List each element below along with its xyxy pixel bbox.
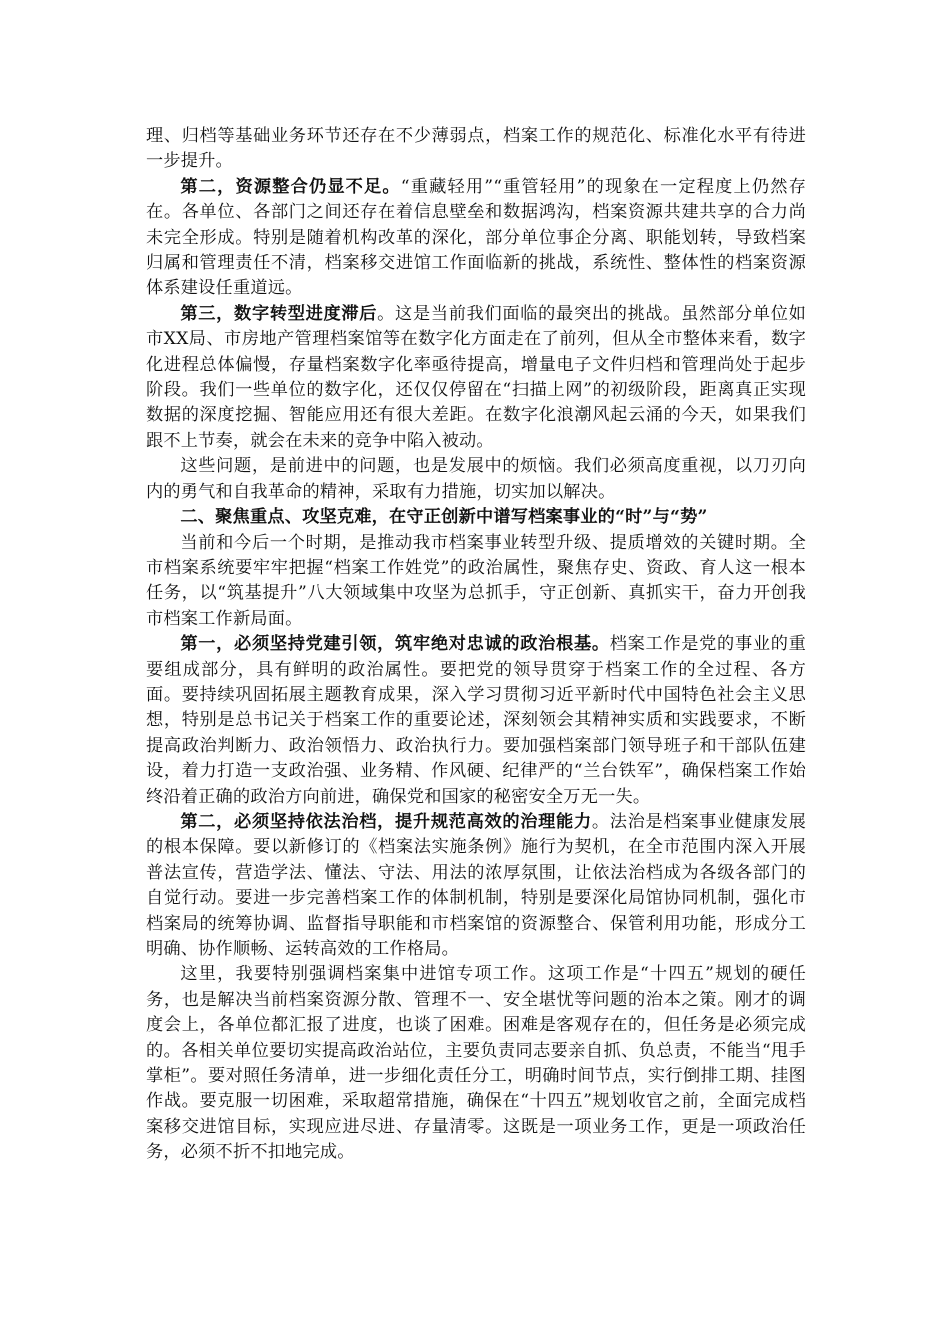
paragraph-body: 。这是当前我们面临的最突出的挑战。虽然部分单位如市XX局、市房地产管理档案馆等在数字化方面走在了前列，但从全市整体来看，数字化进程总体偏慢，存量档案数字化率亟待提高，增量电子文件归档和管理尚处于起步阶段。我们一些单位的数字化，还仅仅停留在“扫描上网”的初级阶段，距离真正实现数据的深度挖掘、智能应用还有很大差距。在数字化浪潮风起云涌的今天，如果我们跟不上节奏，就会在未来的竞争中陷入被动。 (146, 303, 806, 451)
paragraph-lead: 第二，资源整合仍显不足。 (180, 176, 401, 197)
paragraph-rule-of-law (146, 810, 806, 962)
paragraph-lead: 第二，必须坚持依法治档，提升规范高效的治理能力 (180, 811, 592, 832)
paragraph-lead: 第一，必须坚持党建引领，筑牢绝对忠诚的政治根基。 (180, 634, 610, 655)
paragraph-body: 这里，我要特别强调档案集中进馆专项工作。这项工作是“十四五”规划的硬任务，也是解决当前档案资源分散、管理不一、安全堪忧等问题的治本之策。刚才的调度会上，各单位都汇报了进度，也谈了困难。困难是客观存在的，但任务是必须完成的。各相关单位要切实提高政治站位，主要负责同志要亲自抓、负总责，不能当“甩手掌柜”。要对照任务清单，进一步细化责任分工，明确时间节点，实行倒排工期、挂图作战。要克服一切困难，采取超常措施，确保在“十四五”规划收官之前，全面完成档案移交进馆目标，实现应进尽进、存量清零。这既是一项业务工作，更是一项政治任务，必须不折不扣地完成。 (146, 964, 806, 1163)
paragraph-continuation (146, 124, 806, 175)
document-page (146, 124, 806, 1166)
paragraph-body: 这些问题，是前进中的问题，也是发展中的烦恼。我们必须高度重视，以刀刃向内的勇气和自我革命的精神，采取有力措施，切实加以解决。 (146, 456, 806, 502)
paragraph-key-period (146, 531, 806, 633)
paragraph-body: 。法治是档案事业健康发展的根本保障。要以新修订的《档案法实施条例》施行为契机，在全市范围内深入开展普法宣传，营造学法、懂法、守法、用法的浓厚氛围，让依法治档成为各级各部门的自觉行动。要进一步完善档案工作的体制机制，特别是要深化局馆协同机制，强化市档案局的统筹协调、监督指导职能和市档案馆的资源整合、保管利用功能，形成分工明确、协作顺畅、运转高效的工作格局。 (146, 811, 806, 959)
paragraph-body: 当前和今后一个时期，是推动我市档案事业转型升级、提质增效的关键时期。全市档案系统要牢牢把握“档案工作姓党”的政治属性，聚焦存史、资政、育人这一根本任务，以“筑基提升”八大领域集中攻坚为总抓手，守正创新、真抓实干，奋力开创我市档案工作新局面。 (146, 532, 806, 629)
paragraph-resource-integration (146, 175, 806, 302)
paragraph-digital-transformation (146, 302, 806, 454)
paragraph-archive-transfer (146, 962, 806, 1165)
paragraph-body: 档案工作是党的事业的重要组成部分，具有鲜明的政治属性。要把党的领导贯穿于档案工作的全过程、各方面。要持续巩固拓展主题教育成果，深入学习贯彻习近平新时代中国特色社会主义思想，特别是总书记关于档案工作的重要论述，深刻领会其精神实质和实践要求，不断提高政治判断力、政治领悟力、政治执行力。要加强档案部门领导班子和干部队伍建设，着力打造一支政治强、业务精、作风硬、纪律严的“兰台铁军”，确保档案工作始终沿着正确的政治方向前进，确保党和国家的秘密安全万无一失。 (146, 634, 806, 807)
paragraph-body: 理、归档等基础业务环节还存在不少薄弱点，档案工作的规范化、标准化水平有待进一步提升。 (146, 126, 806, 172)
paragraph-party-leadership (146, 632, 806, 810)
paragraph-lead: 第三，数字转型进度滞后 (180, 303, 378, 324)
paragraph-problems-summary (146, 454, 806, 505)
paragraph-body: “重藏轻用”“重管轻用”的现象在一定程度上仍然存在。各单位、各部门之间还存在着信息壁垒和数据鸿沟，档案资源共建共享的合力尚未完全形成。特别是随着机构改革的深化，部分单位事企分离、职能划转，导致档案归属和管理责任不清，档案移交进馆工作面临新的挑战，系统性、整体性的档案资源体系建设任重道远。 (146, 176, 806, 299)
section-heading: 二、聚焦重点、攻坚克难，在守正创新中谱写档案事业的“时”与“势” (180, 507, 708, 528)
